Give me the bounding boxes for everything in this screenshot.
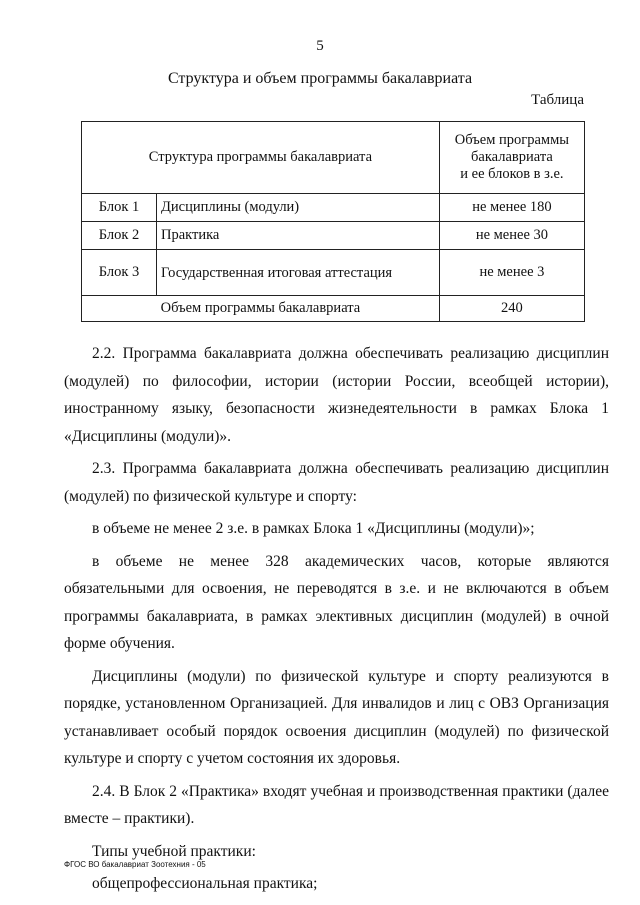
block-label: Блок 2	[82, 222, 157, 250]
page-number: 5	[316, 38, 324, 54]
total-value: 240	[439, 296, 584, 322]
total-label: Объем программы бакалавриата	[82, 296, 440, 322]
table-row	[82, 250, 585, 296]
header-volume-line: бакалавриата	[471, 149, 553, 165]
block-label: Блок 1	[82, 194, 157, 222]
block-volume: не менее 30	[439, 222, 584, 250]
block-name: Дисциплины (модули)	[157, 194, 440, 222]
block-volume: не менее 3	[439, 250, 584, 296]
paragraph-2-2: 2.2. Программа бакалавриата должна обеспечивать реализацию дисциплин (модулей) по философии, истории (истории России, всеобщей истории), иностранному языку, безопасности жизнедеятельности в рамках Блока 1 «Дисциплины (модули)».	[64, 345, 609, 445]
header-volume	[439, 122, 584, 194]
header-structure: Структура программы бакалавриата	[82, 122, 440, 194]
table-caption: Таблица	[531, 92, 584, 108]
program-structure-table	[81, 121, 585, 322]
header-volume-line: и ее блоков в з.е.	[460, 166, 564, 182]
body-text	[64, 340, 609, 903]
paragraph: Типы учебной практики:	[92, 842, 256, 860]
paragraph: Дисциплины (модули) по физической культуре и спорту реализуются в порядке, установленном Организацией. Для инвалидов и лиц с ОВЗ Организация устанавливает особый порядок освоения дисциплин (модулей) по физической культуре и спорту с учетом состояния их здоровья.	[64, 667, 609, 767]
block-volume: не менее 180	[439, 194, 584, 222]
block-name: Государственная итоговая аттестация	[157, 250, 440, 296]
block-name: Практика	[157, 222, 440, 250]
paragraph-item: в объеме не менее 2 з.е. в рамках Блока 1 «Дисциплины (модули)»;	[92, 520, 535, 537]
table-row	[82, 194, 585, 222]
table-total-row	[82, 296, 585, 322]
paragraph-2-4: 2.4. В Блок 2 «Практика» входят учебная и производственная практики (далее вместе – практики).	[64, 782, 609, 827]
paragraph: общепрофессиональная практика;	[92, 875, 318, 892]
paragraph-2-3: 2.3. Программа бакалавриата должна обеспечивать реализацию дисциплин (модулей) по физической культуре и спорту:	[64, 460, 609, 505]
page-footer: ФГОС ВО бакалавриат Зоотехния - 05	[64, 860, 206, 869]
table-header-row	[82, 122, 585, 194]
section-title: Структура и объем программы бакалавриата	[167, 70, 473, 87]
block-label: Блок 3	[82, 250, 157, 296]
table-row	[82, 222, 585, 250]
paragraph-item: в объеме не менее 328 академических часов, которые являются обязательными для освоения, не переводятся в з.е. и не включаются в объем программы бакалавриата, в рамках элективных дисциплин (модулей) в очной форме обучения.	[64, 552, 609, 652]
header-volume-line: Объем программы	[454, 132, 570, 148]
